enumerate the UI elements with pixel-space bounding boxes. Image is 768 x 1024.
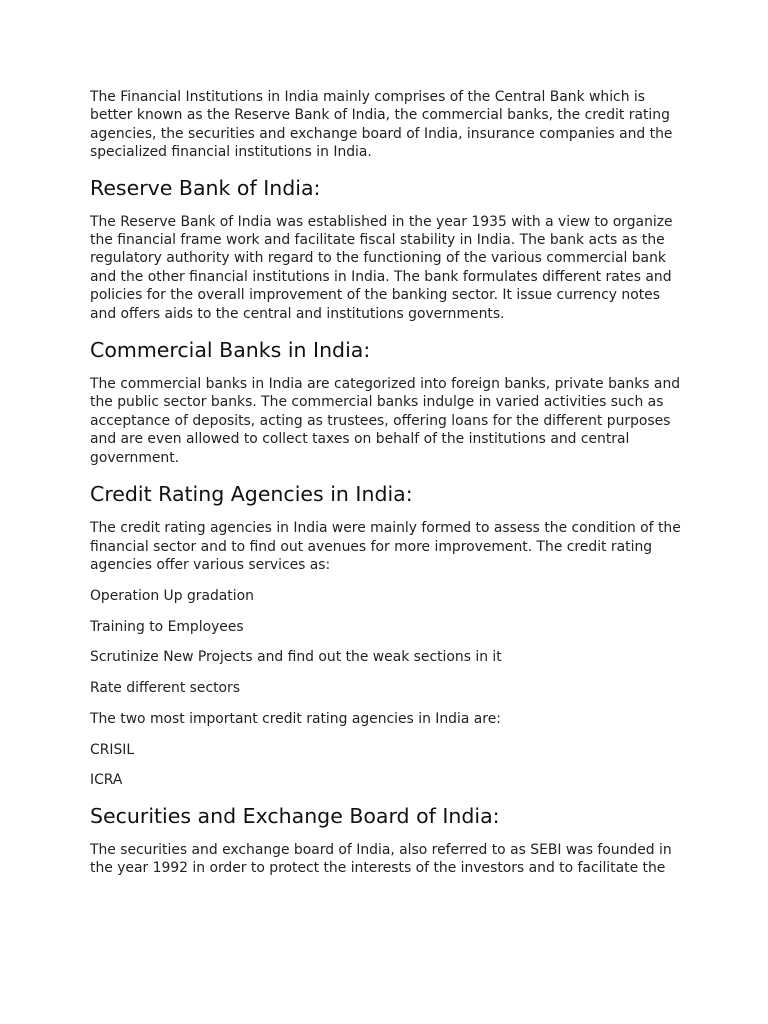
agency-item: CRISIL xyxy=(90,741,135,758)
agency-item: ICRA xyxy=(90,772,123,789)
heading-credit-rating-agencies: Credit Rating Agencies in India: xyxy=(90,482,413,507)
reserve-bank-paragraph: The Reserve Bank of India was established in the year 1935 with a view to organize the financial frame work and facilitate fiscal stability in India. The bank acts as the regulatory authority with regard to the functioning of the various commercial bank and the other financial institutions in India. The bank formulates different rates and policies for the overall improvement of the banking sector. It issue currency notes and offers aids to the central and institutions governments. xyxy=(90,213,673,322)
service-item: Training to Employees xyxy=(90,618,244,635)
service-item: Scrutinize New Projects and find out the weak sections in it xyxy=(90,649,502,666)
heading-commercial-banks: Commercial Banks in India: xyxy=(90,338,371,363)
heading-reserve-bank: Reserve Bank of India: xyxy=(90,175,321,200)
heading-sebi: Securities and Exchange Board of India: xyxy=(90,803,500,828)
intro-paragraph: The Financial Institutions in India mainly comprises of the Central Bank which is better known as the Reserve Bank of India, the commercial banks, the credit rating agencies, the securities and exchange board of India, insurance companies and the specialized financial institutions in India. xyxy=(90,89,673,161)
sebi-paragraph: The securities and exchange board of India, also referred to as SEBI was founded in the year 1992 in order to protect the interests of the investors and to facilitate the xyxy=(90,841,672,877)
agencies-intro: The two most important credit rating agencies in India are: xyxy=(90,710,501,727)
document-content xyxy=(90,88,686,878)
service-item: Operation Up gradation xyxy=(90,587,254,604)
service-item: Rate different sectors xyxy=(90,680,240,697)
commercial-banks-paragraph: The commercial banks in India are categorized into foreign banks, private banks and the public sector banks. The commercial banks indulge in varied activities such as acceptance of deposits, acting as trustees, offering loans for the different purposes and are even allowed to collect taxes on behalf of the institutions and central government. xyxy=(90,376,681,466)
credit-rating-paragraph: The credit rating agencies in India were mainly formed to assess the condition of the financial sector and to find out avenues for more improvement. The credit rating agencies offer various services as: xyxy=(90,520,681,573)
